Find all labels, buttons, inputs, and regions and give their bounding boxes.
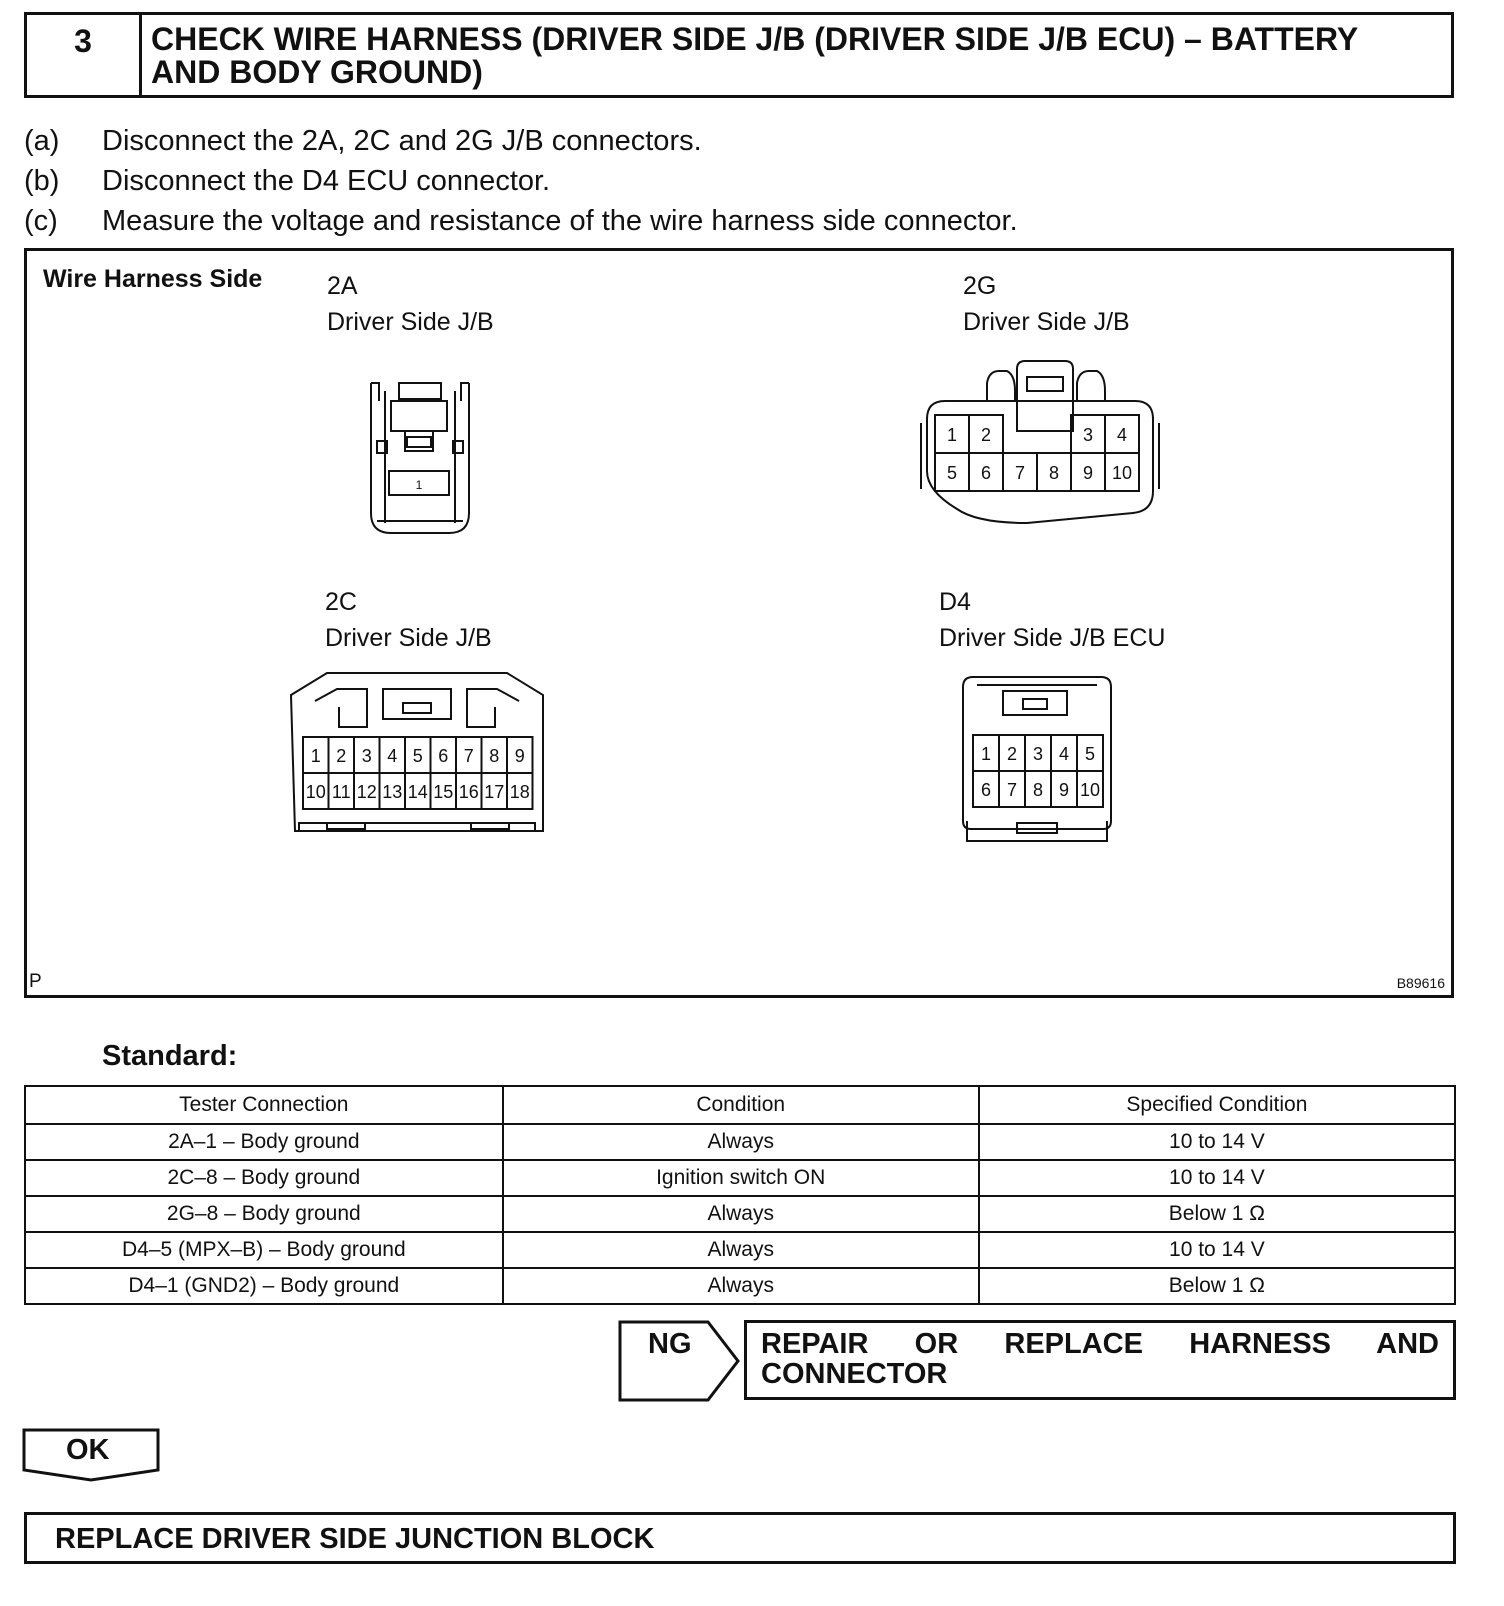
connector-2c-pin-number: 13: [382, 782, 403, 802]
specified-condition-cell: 10 to 14 V: [979, 1160, 1455, 1196]
connector-2c-drawing: [291, 673, 543, 831]
figure-code: B89616: [1396, 975, 1445, 991]
connector-2c-pin-number: 2: [336, 746, 347, 766]
connector-2c-pin-number: 11: [331, 782, 351, 802]
connector-2c-pin-number: 9: [514, 746, 525, 766]
connector-2c-pin-number: 7: [463, 746, 474, 766]
connector-2c-pin-number: 6: [438, 746, 449, 766]
instruction-text: Disconnect the D4 ECU connector.: [102, 165, 551, 197]
connector-2c-pin-number: 1: [310, 746, 321, 766]
connector-2c-pin-number: 17: [484, 782, 505, 802]
connector-2c-id: 2C: [325, 588, 357, 616]
connector-2g-name: Driver Side J/B: [963, 308, 1130, 336]
connector-d4-pin-number: 5: [1084, 744, 1096, 764]
connector-d4-id: D4: [939, 588, 971, 616]
connector-2a-name: Driver Side J/B: [327, 308, 494, 336]
connector-d4-pin-number: 6: [980, 780, 992, 800]
table-row: [25, 1232, 1455, 1268]
connector-2g-pin-number: 3: [1082, 425, 1094, 445]
figure-heading: Wire Harness Side: [43, 265, 263, 293]
ng-action-box: REPAIR OR REPLACE HARNESS AND CONNECTOR: [744, 1320, 1456, 1400]
connector-2g-pin-number: 4: [1116, 425, 1128, 445]
connector-2c-pin-number: 8: [489, 746, 500, 766]
connector-drawings: [27, 251, 1451, 995]
table-row: [25, 1160, 1455, 1196]
step-number: 3: [27, 15, 142, 95]
connector-d4-pin-number: 3: [1032, 744, 1044, 764]
condition-cell: Always: [503, 1268, 979, 1304]
connector-figure: [24, 248, 1454, 998]
connector-2g-id: 2G: [963, 272, 997, 300]
connector-d4-pin-number: 1: [980, 744, 992, 764]
connector-2g-pin-number: 7: [1014, 463, 1026, 483]
ng-label: NG: [648, 1328, 692, 1360]
connector-2g-pin-number: 1: [946, 425, 958, 445]
tester-connection-cell: 2A–1 – Body ground: [25, 1124, 503, 1160]
tester-connection-cell: D4–1 (GND2) – Body ground: [25, 1268, 503, 1304]
step-title: CHECK WIRE HARNESS (DRIVER SIDE J/B (DRIVER SIDE J/B ECU) – BATTERY AND BODY GROUND): [151, 21, 1358, 90]
instruction-text: Measure the voltage and resistance of the wire harness side connector.: [102, 205, 1018, 237]
specified-condition-cell: 10 to 14 V: [979, 1232, 1455, 1268]
connector-d4-pin-number: 4: [1058, 744, 1070, 764]
specified-condition-cell: Below 1 Ω: [979, 1268, 1455, 1304]
column-header: Condition: [503, 1086, 979, 1124]
connector-2c-pin-number: 12: [356, 782, 377, 802]
connector-d4-drawing: [963, 677, 1111, 841]
connector-2c-pin-number: 3: [361, 746, 372, 766]
connector-2c-name: Driver Side J/B: [325, 624, 492, 652]
connector-2g-pin-number: 9: [1082, 463, 1094, 483]
connector-2a-drawing: [371, 383, 469, 533]
connector-2c-pin-number: 18: [509, 782, 530, 802]
condition-cell: Always: [503, 1232, 979, 1268]
instruction-text: Disconnect the 2A, 2C and 2G J/B connectors.: [102, 125, 702, 157]
table-row: [25, 1268, 1455, 1304]
table-row: [25, 1196, 1455, 1232]
table-header-row: [25, 1086, 1455, 1124]
instruction-tag: (a): [24, 125, 60, 157]
connector-2a-pin: 1: [415, 478, 423, 492]
instruction-tag: (c): [24, 205, 58, 237]
figure-corner-mark: P: [29, 971, 42, 992]
connector-d4-name: Driver Side J/B ECU: [939, 624, 1166, 652]
connector-2c-pin-number: 5: [412, 746, 423, 766]
connector-2c-pin-number: 15: [433, 782, 454, 802]
connector-2g-pin-number: 6: [980, 463, 992, 483]
specified-condition-cell: 10 to 14 V: [979, 1124, 1455, 1160]
condition-cell: Always: [503, 1124, 979, 1160]
connector-d4-pin-number: 8: [1032, 780, 1044, 800]
connector-2c-pin-number: 4: [387, 746, 398, 766]
connector-2a-id: 2A: [327, 272, 358, 300]
specified-condition-cell: Below 1 Ω: [979, 1196, 1455, 1232]
instruction-tag: (b): [24, 165, 60, 197]
connector-2c-pin-number: 10: [305, 782, 326, 802]
connector-d4-pin-number: 10: [1079, 780, 1101, 800]
tester-connection-cell: D4–5 (MPX–B) – Body ground: [25, 1232, 503, 1268]
table-row: [25, 1124, 1455, 1160]
connector-2g-pin-number: 8: [1048, 463, 1060, 483]
standard-label: Standard:: [102, 1040, 238, 1072]
condition-cell: Ignition switch ON: [503, 1160, 979, 1196]
ok-label: OK: [66, 1434, 110, 1466]
column-header: Specified Condition: [979, 1086, 1455, 1124]
step-header: [24, 12, 1454, 98]
column-header: Tester Connection: [25, 1086, 503, 1124]
connector-d4-pin-number: 9: [1058, 780, 1070, 800]
connector-2g-drawing: [921, 361, 1159, 523]
connector-2g-pin-number: 10: [1111, 463, 1133, 483]
tester-connection-cell: 2G–8 – Body ground: [25, 1196, 503, 1232]
connector-2c-pin-number: 16: [458, 782, 479, 802]
connector-2c-pin-number: 14: [407, 782, 428, 802]
condition-cell: Always: [503, 1196, 979, 1232]
ok-action-box: REPLACE DRIVER SIDE JUNCTION BLOCK: [24, 1512, 1456, 1564]
tester-connection-cell: 2C–8 – Body ground: [25, 1160, 503, 1196]
connector-d4-pin-number: 7: [1006, 780, 1018, 800]
connector-2g-pin-number: 2: [980, 425, 992, 445]
connector-d4-pin-number: 2: [1006, 744, 1018, 764]
standard-table: [24, 1085, 1456, 1305]
connector-2g-pin-number: 5: [946, 463, 958, 483]
